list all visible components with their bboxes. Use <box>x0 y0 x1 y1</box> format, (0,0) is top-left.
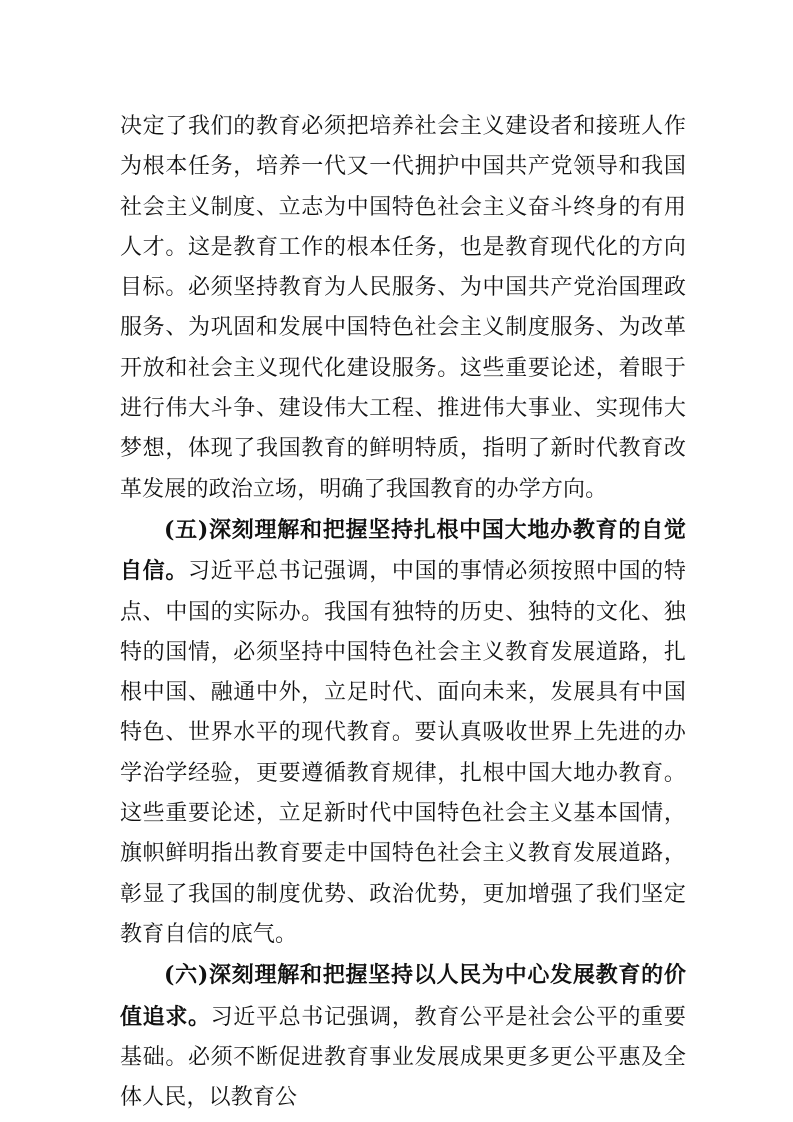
section-heading-6: (六)深刻理解和把握坚持以人民为中心发展教育的价值追求。 <box>120 962 686 1030</box>
paragraph-text: 习近平总书记强调，教育公平是社会公平的重要基础。必须不断促进教育事业发展成果更多更公平惠及全体人民，以教育公 <box>120 1004 686 1111</box>
paragraph-text: 习近平总书记强调，中国的事情必须按照中国的特点、中国的实际办。我国有独特的历史、独特的文化、独特的国情，必须坚持中国特色社会主义教育发展道路，扎根中国、融通中外，立足时代、面向未来，发展具有中国特色、世界水平的现代教育。要认真吸收世界上先进的办学治学经验，更要遵循教育规律，扎根中国大地办教育。这些重要论述，立足新时代中国特色社会主义基本国情，旗帜鲜明指出教育要走中国特色社会主义教育发展道路，彰显了我国的制度优势、政治优势，更加增强了我们坚定教育自信的底气。 <box>120 559 686 947</box>
paragraph-section-5 <box>120 510 686 955</box>
section-heading-5: (五)深刻理解和把握坚持扎根中国大地办教育的自觉自信。 <box>120 516 686 585</box>
paragraph-text: 决定了我们的教育必须把培养社会主义建设者和接班人作为根本任务，培养一代又一代拥护中国共产党领导和我国社会主义制度、立志为中国特色社会主义奋斗终身的有用人才。这是教育工作的根本任务，也是教育现代化的方向目标。必须坚持教育为人民服务、为中国共产党治国理政服务、为巩固和发展中国特色社会主义制度服务、为改革开放和社会主义现代化建设服务。这些重要论述，着眼于进行伟大斗争、建设伟大工程、推进伟大事业、实现伟大梦想，体现了我国教育的鲜明特质，指明了新时代教育改革发展的政治立场，明确了我国教育的办学方向。 <box>120 114 686 502</box>
paragraph-continuation <box>120 107 686 510</box>
document-body <box>120 107 686 1118</box>
paragraph-section-6 <box>120 955 686 1118</box>
